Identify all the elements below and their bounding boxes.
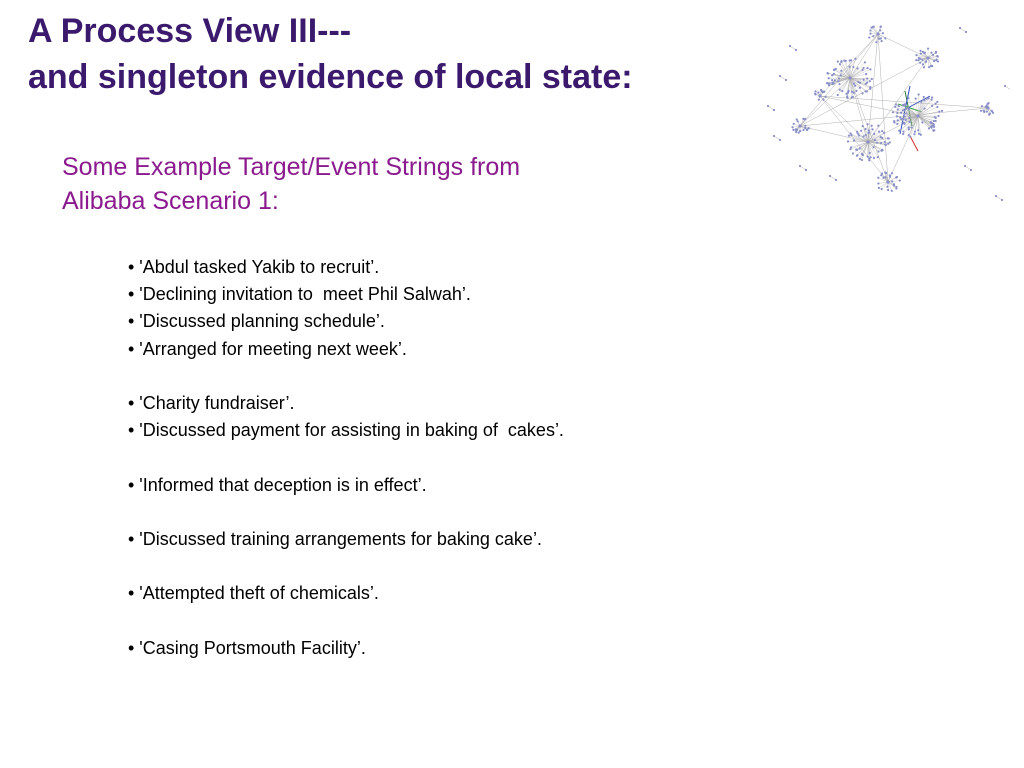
graph-node — [837, 60, 839, 62]
graph-node — [779, 75, 781, 77]
graph-node — [847, 140, 849, 142]
graph-node — [917, 59, 919, 61]
graph-node — [923, 107, 925, 109]
graph-node — [933, 120, 935, 122]
graph-node — [902, 109, 904, 111]
blank-line — [128, 363, 768, 390]
graph-node — [873, 133, 875, 135]
graph-node — [773, 109, 775, 111]
graph-edges — [768, 27, 1010, 200]
graph-node — [909, 136, 911, 138]
graph-node — [905, 119, 907, 121]
graph-node — [852, 66, 854, 68]
graph-node — [921, 59, 923, 61]
graph-node — [848, 76, 851, 79]
graph-node — [854, 85, 856, 87]
graph-edge — [800, 34, 878, 126]
graph-node — [869, 33, 871, 35]
graph-node — [908, 121, 910, 123]
graph-node — [879, 26, 881, 28]
graph-node — [887, 189, 889, 191]
graph-node — [853, 139, 855, 141]
graph-node — [965, 31, 967, 33]
graph-node — [1001, 199, 1003, 201]
graph-node — [870, 27, 872, 29]
graph-node — [865, 83, 867, 85]
graph-node — [815, 93, 817, 95]
slide-title-line-2: and singleton evidence of local state: — [28, 58, 633, 96]
graph-node — [896, 176, 898, 178]
graph-node — [871, 78, 873, 80]
graph-node — [859, 147, 861, 149]
graph-node — [902, 130, 904, 132]
slide-title — [28, 8, 768, 100]
graph-node — [876, 142, 878, 144]
graph-node — [866, 123, 868, 125]
graph-node — [840, 70, 842, 72]
graph-node — [916, 114, 919, 117]
graph-node — [826, 82, 828, 84]
graph-node — [849, 132, 851, 134]
graph-node — [863, 79, 865, 81]
graph-node — [866, 67, 868, 69]
graph-node — [866, 78, 868, 80]
graph-node — [915, 54, 917, 56]
graph-node — [1004, 85, 1006, 87]
slide-subtitle — [62, 150, 662, 218]
graph-node — [865, 134, 867, 136]
graph-node — [871, 128, 873, 130]
graph-node — [896, 112, 898, 114]
graph-node — [876, 32, 879, 35]
graph-node — [882, 32, 884, 34]
event-string-item: • 'Arranged for meeting next week’. — [128, 338, 407, 359]
graph-node — [928, 127, 930, 129]
graph-node — [877, 150, 879, 152]
graph-node — [905, 108, 907, 110]
graph-node — [933, 129, 935, 131]
graph-node — [893, 185, 895, 187]
graph-node — [980, 110, 982, 112]
graph-node — [833, 69, 835, 71]
graph-node — [936, 55, 938, 57]
graph-node — [926, 98, 928, 100]
graph-node — [936, 106, 938, 108]
graph-node — [814, 90, 816, 92]
graph-node — [818, 99, 820, 101]
graph-node — [881, 188, 883, 190]
graph-node — [908, 134, 910, 136]
graph-node — [779, 139, 781, 141]
graph-node — [986, 106, 989, 109]
graph-node — [849, 59, 851, 61]
graph-node — [818, 94, 821, 97]
graph-node — [833, 82, 835, 84]
graph-node — [936, 59, 938, 61]
graph-node — [892, 111, 894, 113]
graph-node — [913, 133, 915, 135]
graph-node — [839, 63, 841, 65]
graph-node — [881, 172, 883, 174]
graph-node — [793, 123, 795, 125]
graph-node — [899, 130, 901, 132]
event-string-item: • 'Abdul tasked Yakib to recruit’. — [128, 257, 380, 277]
graph-node — [923, 96, 925, 98]
blank-line — [128, 607, 768, 634]
graph-node — [903, 122, 905, 124]
graph-node — [880, 142, 882, 144]
graph-node — [922, 63, 924, 65]
graph-node — [847, 91, 849, 93]
graph-node — [866, 140, 869, 143]
graph-node — [826, 72, 828, 74]
graph-node — [983, 111, 985, 113]
graph-node — [767, 105, 769, 107]
graph-node — [970, 169, 972, 171]
graph-node — [900, 112, 902, 114]
graph-node — [792, 129, 794, 131]
graph-node — [896, 123, 898, 125]
graph-node — [859, 82, 861, 84]
graph-node — [854, 58, 856, 60]
graph-node — [864, 61, 866, 63]
graph-node — [931, 105, 933, 107]
graph-node — [904, 103, 906, 105]
graph-node — [839, 89, 841, 91]
graph-node — [841, 90, 843, 92]
graph-node — [875, 41, 877, 43]
graph-edge — [820, 96, 888, 182]
graph-node — [935, 52, 937, 54]
graph-node — [934, 116, 936, 118]
graph-node — [981, 105, 983, 107]
graph-node — [928, 97, 930, 99]
graph-node — [838, 77, 840, 79]
graph-node — [825, 96, 827, 98]
event-string-item: • 'Casing Portsmouth Facility’. — [128, 637, 366, 658]
graph-edge — [850, 34, 878, 78]
graph-node — [860, 130, 862, 132]
graph-node — [933, 126, 935, 128]
graph-node — [829, 175, 831, 177]
network-graph-image — [760, 16, 1010, 206]
graph-node — [886, 180, 889, 183]
graph-node — [837, 94, 839, 96]
graph-node — [796, 129, 798, 131]
graph-node — [861, 69, 863, 71]
graph-node — [898, 105, 900, 107]
graph-node — [924, 52, 926, 54]
graph-node — [851, 91, 853, 93]
graph-node — [894, 106, 896, 108]
graph-node — [799, 165, 801, 167]
graph-node — [806, 128, 808, 130]
graph-node — [873, 157, 875, 159]
graph-node — [856, 149, 858, 151]
graph-node — [833, 73, 835, 75]
graph-node — [923, 66, 925, 68]
graph-node — [869, 86, 871, 88]
slide-subtitle-line-2: Alibaba Scenario 1: — [62, 187, 279, 215]
graph-node — [866, 90, 868, 92]
graph-node — [828, 82, 830, 84]
graph-node — [959, 27, 961, 29]
graph-node — [927, 48, 929, 50]
graph-node — [896, 115, 898, 117]
graph-edge — [850, 69, 870, 78]
graph-edge — [828, 73, 850, 78]
graph-node — [914, 131, 916, 133]
graph-node — [802, 129, 804, 131]
graph-node — [933, 60, 935, 62]
graph-node — [835, 179, 837, 181]
graph-node — [924, 61, 926, 63]
graph-node — [840, 60, 842, 62]
graph-node — [995, 195, 997, 197]
graph-node — [877, 156, 879, 158]
graph-node — [928, 66, 930, 68]
graph-edge — [918, 95, 919, 116]
graph-node — [853, 83, 855, 85]
graph-node — [789, 45, 791, 47]
graph-node — [930, 52, 932, 54]
slide-subtitle-line-1: Some Example Target/Event Strings from — [62, 153, 521, 181]
graph-node — [918, 133, 920, 135]
graph-node — [893, 120, 895, 122]
graph-node — [919, 58, 921, 60]
graph-node — [862, 135, 864, 137]
graph-node — [859, 158, 861, 160]
event-string-item: • 'Informed that deception is in effect’. — [128, 474, 427, 495]
graph-node — [884, 141, 886, 143]
graph-node — [930, 121, 932, 123]
graph-node — [889, 141, 891, 143]
graph-node — [804, 127, 806, 129]
graph-node — [885, 172, 887, 174]
graph-edge — [916, 99, 918, 116]
graph-node — [918, 93, 920, 95]
graph-node — [869, 152, 871, 154]
graph-node — [897, 109, 899, 111]
graph-node — [798, 132, 800, 134]
graph-node — [864, 128, 866, 130]
graph-node — [858, 134, 860, 136]
graph-node — [869, 68, 871, 70]
graph-node — [845, 60, 847, 62]
event-string-item: • 'Attempted theft of chemicals’. — [128, 583, 379, 604]
graph-node — [804, 118, 806, 120]
graph-node — [795, 131, 797, 133]
graph-edge — [888, 181, 900, 182]
graph-node — [872, 146, 874, 148]
graph-node — [886, 186, 888, 188]
graph-node — [919, 62, 921, 64]
graph-node — [881, 130, 883, 132]
graph-node — [902, 118, 904, 120]
graph-edge — [868, 34, 878, 142]
graph-node — [937, 115, 939, 117]
graph-node — [831, 74, 833, 76]
graph-node — [822, 98, 824, 100]
graph-node — [964, 165, 966, 167]
graph-node — [861, 153, 863, 155]
graph-node — [877, 125, 879, 127]
graph-node — [882, 177, 884, 179]
graph-edge — [910, 136, 918, 151]
graph-node — [799, 130, 801, 132]
slide-title-line-1: A Process View III--- — [28, 12, 352, 50]
graph-node — [849, 148, 851, 150]
graph-node — [986, 110, 988, 112]
graph-node — [931, 96, 933, 98]
graph-node — [874, 139, 876, 141]
graph-node — [861, 159, 863, 161]
graph-node — [879, 29, 881, 31]
graph-node — [900, 118, 902, 120]
graph-node — [899, 179, 901, 181]
event-string-item: • 'Discussed training arrangements for baking cake’. — [128, 528, 542, 549]
graph-node — [931, 99, 933, 101]
graph-node — [805, 169, 807, 171]
graph-node — [852, 152, 854, 154]
graph-node — [834, 79, 836, 81]
graph-node — [931, 65, 933, 67]
graph-node — [859, 87, 861, 89]
event-string-item: • 'Discussed payment for assisting in baking of cakes’. — [128, 420, 564, 441]
graph-node — [941, 110, 943, 112]
graph-node — [868, 36, 870, 38]
graph-node — [883, 132, 885, 134]
graph-node — [878, 131, 880, 133]
graph-node — [785, 79, 787, 81]
graph-node — [869, 29, 871, 31]
graph-node — [895, 103, 897, 105]
graph-node — [796, 118, 798, 120]
graph-node — [856, 67, 858, 69]
graph-node — [877, 182, 879, 184]
graph-node — [797, 120, 799, 122]
graph-node — [937, 60, 939, 62]
graph-node — [891, 190, 893, 192]
graph-node — [936, 101, 938, 103]
graph-node — [870, 156, 872, 158]
graph-node — [921, 121, 923, 123]
graph-node — [881, 40, 883, 42]
graph-node — [862, 125, 864, 127]
graph-node — [889, 176, 891, 178]
graph-node — [868, 132, 870, 134]
graph-node — [852, 96, 854, 98]
event-string-list — [128, 254, 768, 662]
graph-node — [798, 124, 801, 127]
graph-node — [881, 137, 883, 139]
graph-node — [861, 92, 863, 94]
graph-node — [990, 110, 992, 112]
graph-node — [880, 37, 882, 39]
graph-node — [877, 177, 879, 179]
graph-node — [923, 99, 925, 101]
graph-node — [855, 90, 857, 92]
graph-node — [878, 187, 880, 189]
graph-node — [884, 37, 886, 39]
graph-node — [907, 97, 909, 99]
graph-edge — [888, 116, 918, 182]
graph-node — [837, 80, 839, 82]
graph-node — [920, 101, 922, 103]
graph-node — [902, 133, 904, 135]
graph-node — [908, 108, 910, 110]
graph-node — [846, 97, 848, 99]
graph-node — [865, 73, 867, 75]
event-string-item: • 'Charity fundraiser’. — [128, 392, 295, 413]
graph-node — [915, 98, 917, 100]
graph-node — [891, 180, 893, 182]
graph-node — [817, 91, 819, 93]
graph-node — [920, 52, 922, 54]
graph-node — [795, 49, 797, 51]
graph-node — [915, 59, 917, 61]
graph-node — [862, 67, 864, 69]
graph-node — [902, 104, 904, 106]
graph-node — [804, 125, 806, 127]
graph-node — [822, 91, 824, 93]
graph-node — [871, 125, 873, 127]
graph-node — [885, 144, 887, 146]
graph-node — [888, 137, 890, 139]
graph-node — [908, 128, 910, 130]
graph-node — [917, 129, 919, 131]
graph-node — [987, 102, 989, 104]
graph-node — [831, 79, 833, 81]
graph-node — [872, 35, 874, 37]
graph-node — [856, 131, 858, 133]
graph-node — [867, 156, 869, 158]
graph-node — [932, 54, 934, 56]
graph-node — [926, 56, 929, 59]
graph-node — [881, 149, 883, 151]
graph-node — [988, 113, 990, 115]
graph-node — [895, 187, 897, 189]
graph-node — [910, 126, 912, 128]
graph-node — [938, 110, 940, 112]
blank-line — [128, 499, 768, 526]
blank-line — [128, 444, 768, 471]
graph-node — [856, 155, 858, 157]
event-string-item: • 'Declining invitation to meet Phil Salwah’. — [128, 284, 471, 305]
graph-node — [891, 172, 893, 174]
graph-node — [884, 176, 886, 178]
graph-node — [934, 103, 936, 105]
graph-node — [828, 77, 830, 79]
graph-node — [908, 117, 910, 119]
event-string-item: • 'Discussed planning schedule’. — [128, 311, 385, 332]
graph-node — [897, 119, 899, 121]
graph-node — [869, 80, 871, 82]
graph-node — [873, 25, 875, 27]
blank-line — [128, 553, 768, 580]
graph-node — [905, 112, 907, 114]
graph-node — [848, 66, 850, 68]
graph-node — [840, 74, 842, 76]
graph-node — [791, 126, 793, 128]
graph-node — [838, 83, 840, 85]
graph-node — [868, 129, 870, 131]
graph-node — [773, 135, 775, 137]
graph-node — [904, 116, 906, 118]
graph-node — [848, 135, 850, 137]
graph-node — [919, 50, 921, 52]
